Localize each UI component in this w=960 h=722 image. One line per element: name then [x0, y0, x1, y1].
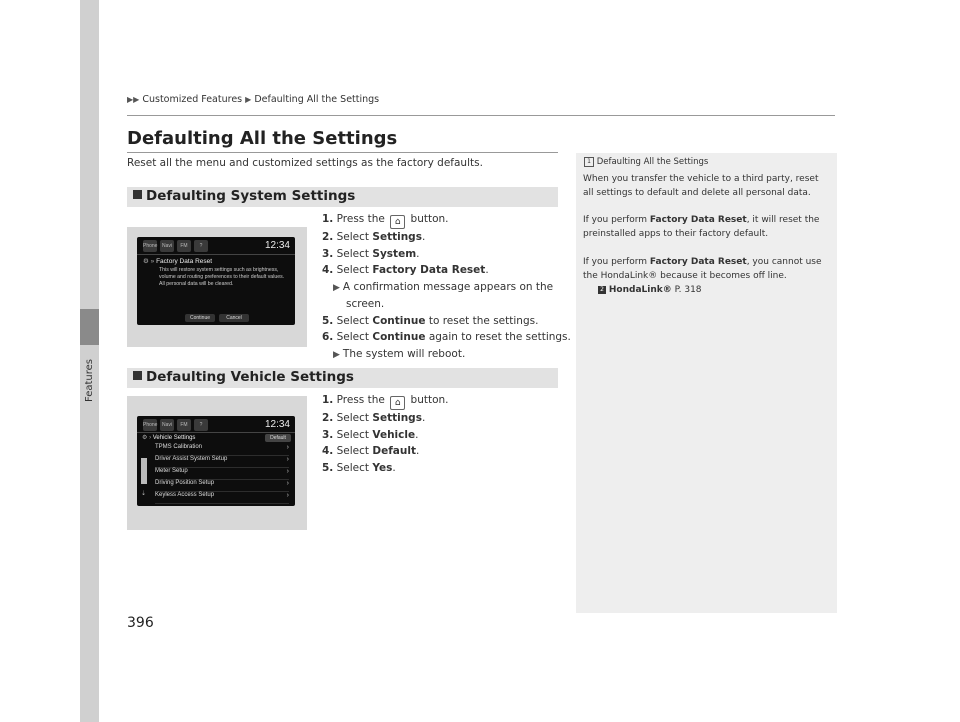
back-chevron-icon: › — [149, 435, 152, 441]
home-icon: ⌂ — [390, 396, 405, 410]
screen-message: This will restore system settings such as brightness, volume and routing preferences to their default values. All personal data will be cleared. — [159, 267, 285, 287]
default-button[interactable]: Default — [265, 434, 291, 442]
vehicle-steps — [322, 392, 562, 476]
step-4-result-cont: screen. — [346, 298, 385, 310]
reference-link[interactable]: HondaLink® — [608, 285, 672, 295]
list-item[interactable]: Keyless Access Setup › — [155, 492, 289, 504]
section-header-system — [127, 187, 558, 207]
screen-title-row — [142, 434, 195, 441]
chevron-right-icon: › — [286, 492, 289, 499]
step-3: 3. Select Vehicle. — [322, 428, 419, 441]
help-icon: ? — [194, 419, 208, 431]
step-1: 1. Press the ⌂ button. — [322, 394, 449, 408]
note-paragraph-2: If you perform Factory Data Reset, it will reset the preinstalled apps to their factory default. — [583, 215, 820, 239]
side-tab-marker — [80, 309, 99, 345]
gear-icon: ⚙ — [143, 258, 149, 265]
navi-icon: Navi — [160, 240, 174, 252]
fm-icon: FM — [177, 419, 191, 431]
screen-title: Factory Data Reset — [156, 258, 213, 265]
step-6-result: ▶ The system will reboot. — [333, 347, 466, 360]
vehicle-screen — [137, 416, 295, 506]
help-icon: ? — [194, 240, 208, 252]
chevron-right-icon: › — [286, 480, 289, 487]
step-4-result: ▶ A confirmation message appears on the — [333, 280, 554, 293]
section-header-vehicle — [127, 368, 558, 388]
section-heading-system: Defaulting System Settings — [146, 188, 356, 204]
system-screenshot-frame — [127, 227, 307, 347]
step-2: 2. Select Settings. — [322, 231, 426, 243]
header-divider — [127, 115, 835, 116]
note-marker-icon: 1 — [584, 157, 594, 167]
screen-clock: 12:34 — [264, 419, 290, 430]
note-paragraph-1: When you transfer the vehicle to a third party, reset all settings to default and delete all personal data. — [583, 174, 819, 198]
page-number: 396 — [127, 615, 154, 631]
screen-icons — [143, 419, 208, 433]
cancel-button[interactable]: Cancel — [219, 314, 249, 322]
intro-text: Reset all the menu and customized settings as the factory defaults. — [127, 157, 483, 169]
side-tab-top — [80, 0, 99, 309]
step-4: 4. Select Factory Data Reset. — [322, 264, 489, 276]
square-bullet-icon — [133, 371, 142, 380]
note-paragraph-3: If you perform Factory Data Reset, you cannot use the HondaLink® because it becomes off line. — [583, 257, 822, 281]
note-title: Defaulting All the Settings — [596, 157, 709, 167]
breadcrumb-level2[interactable]: Defaulting All the Settings — [254, 94, 380, 105]
reference-marker-icon: 2 — [598, 286, 606, 294]
system-steps — [322, 211, 571, 363]
side-tab-label: Features — [84, 359, 95, 402]
section-heading-vehicle: Defaulting Vehicle Settings — [146, 369, 354, 385]
note-reference[interactable]: 2 HondaLink® P. 318 — [598, 284, 843, 298]
scroll-down-icon[interactable]: ⇣ — [141, 491, 147, 497]
breadcrumb-level1[interactable]: Customized Features — [142, 94, 243, 105]
title-divider — [127, 152, 558, 153]
screen-divider — [137, 432, 295, 433]
step-1: 1. Press the ⌂ button. — [322, 213, 449, 227]
step-4: 4. Select Default. — [322, 445, 420, 457]
system-screen — [137, 237, 295, 325]
screen-icons — [143, 240, 208, 254]
screen-title-row — [143, 257, 212, 265]
navi-icon: Navi — [160, 419, 174, 431]
step-3: 3. Select System. — [322, 247, 420, 260]
list-item[interactable]: Driver Assist System Setup › — [155, 456, 289, 468]
scrollbar[interactable] — [141, 458, 147, 484]
phone-icon: Phone — [143, 419, 157, 431]
step-6: 6. Select Continue again to reset the settings. — [322, 331, 571, 343]
step-5: 5. Select Yes. — [322, 461, 396, 474]
result-arrow-icon: ▶ — [333, 282, 340, 293]
note-heading — [584, 157, 708, 167]
result-arrow-icon: ▶ — [333, 349, 340, 360]
continue-button[interactable]: Continue — [185, 314, 215, 322]
breadcrumb — [127, 94, 379, 105]
fm-icon: FM — [177, 240, 191, 252]
back-chevron-icon: » — [150, 258, 155, 265]
screen-clock: 12:34 — [264, 240, 290, 251]
vehicle-screenshot-frame — [127, 396, 307, 530]
screen-divider — [137, 254, 295, 255]
list-item[interactable]: Driving Position Setup › — [155, 480, 289, 492]
screen-title: Vehicle Settings — [152, 435, 196, 441]
gear-icon: ⚙ — [142, 435, 148, 441]
chevron-right-icon: › — [286, 444, 289, 451]
step-5: 5. Select Continue to reset the settings. — [322, 314, 539, 327]
chevron-right-icon: › — [286, 456, 289, 463]
page-title: Defaulting All the Settings — [127, 128, 398, 149]
breadcrumb-arrow-icon: ▶ — [245, 95, 252, 104]
breadcrumb-arrow-icon: ▶▶ — [127, 95, 140, 104]
list-item[interactable]: TPMS Calibration › — [155, 444, 289, 456]
home-icon: ⌂ — [390, 215, 405, 229]
phone-icon: Phone — [143, 240, 157, 252]
list-item[interactable]: Meter Setup › — [155, 468, 289, 480]
step-2: 2. Select Settings. — [322, 412, 426, 424]
square-bullet-icon — [133, 190, 142, 199]
chevron-right-icon: › — [286, 468, 289, 475]
